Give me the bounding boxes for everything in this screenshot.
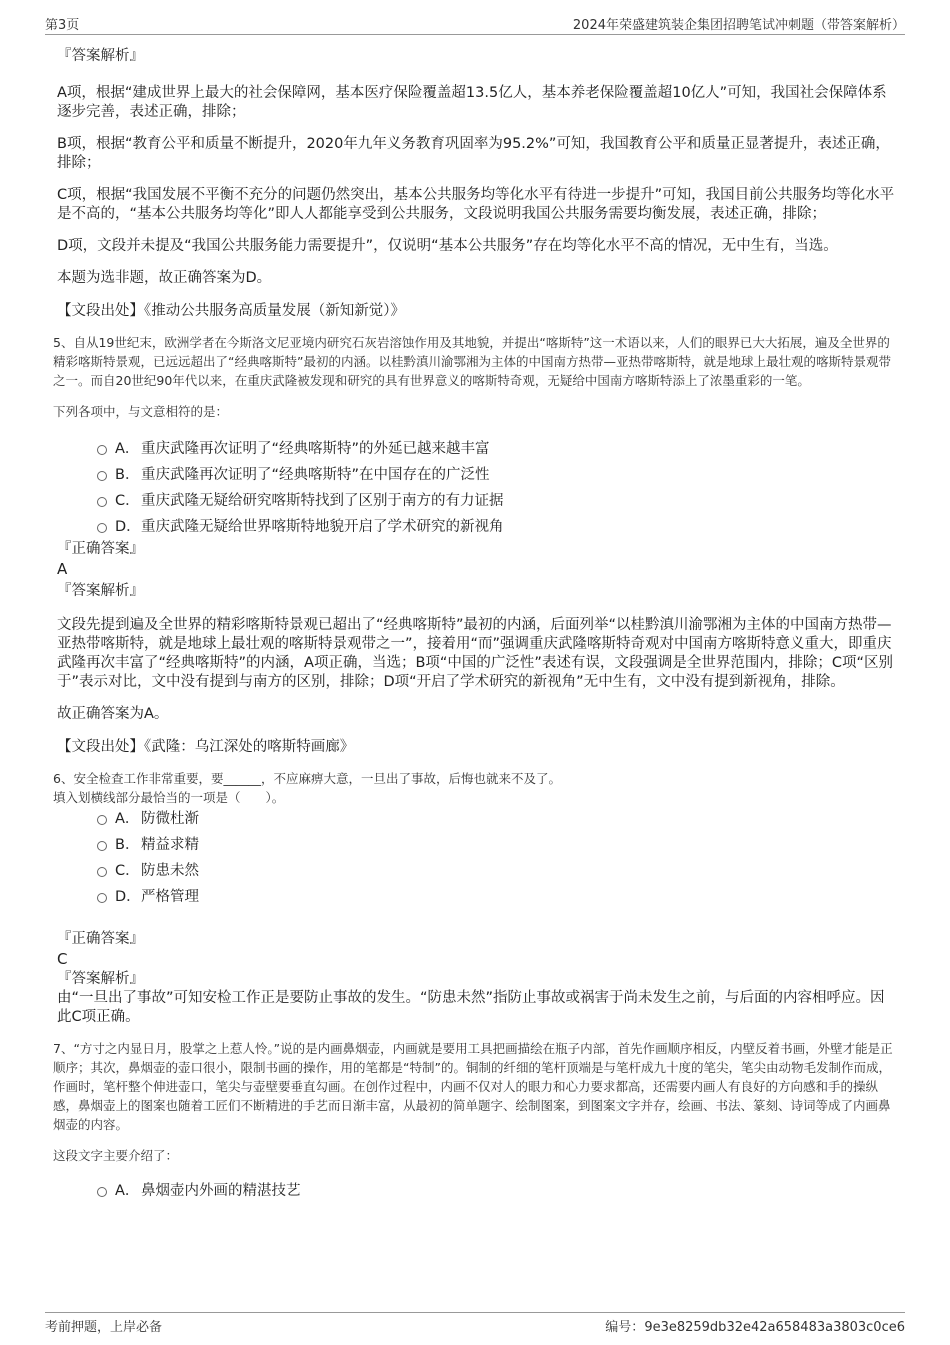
radio-icon[interactable] — [97, 497, 107, 507]
q6-prompt: 填入划横线部分最恰当的一项是（ ）。 — [53, 790, 285, 805]
q5-conclusion: 故正确答案为A。 — [57, 706, 169, 722]
q5-source: 【文段出处】《武隆：乌江深处的喀斯特画廊》 — [57, 739, 355, 755]
q5-analysis: 文段先提到遍及全世界的精彩喀斯特景观已超出了“经典喀斯特”最初的内涵，后面列举“以桂黔滇川渝鄂湘为主体的中国南方热带—亚热带喀斯特，就是地球上最壮观的喀斯特景观带之一”，接着用“而”强调重庆武隆喀斯特奇观对中国南方喀斯特意义重大，即重庆武隆再次丰富了“经典喀斯特”的内涵，A项正确，当选；B项“中国的广泛性”表述有误，文段强调是全世界范围内，排除；C项“区别于”表示对比，文中没有提到与南方的区别，排除；D项“开启了学术研究的新视角”无中生有，文中没有提到新视角，排除。 — [57, 617, 894, 690]
radio-icon[interactable] — [97, 1187, 107, 1197]
option-letter: B． — [115, 837, 140, 853]
q6-answer-label: 『正确答案』 — [57, 931, 144, 947]
q5-option-c[interactable] — [57, 491, 895, 517]
q7-options — [57, 1181, 895, 1207]
q5-options — [57, 439, 895, 543]
option-letter: C． — [115, 493, 140, 509]
option-letter: D． — [115, 519, 141, 535]
option-letter: C． — [115, 863, 140, 879]
q7-stem: 7、“方寸之内显日月，股掌之上惹人怜。”说的是内画鼻烟壶，内画就是要用工具把画描绘在瓶子内部，首先作画顺序相反，内壁反着书画，外壁才能是正顺序；其次，鼻烟壶的壶口很小，限制书画的操作，用的笔都是“特制”的。铜制的纤细的笔杆顶端是与笔杆成九十度的笔尖，笔尖由动物毛发制作而成，作画时，笔杆整个伸进壶口，笔尖与壶壁要垂直勾画。在创作过程中，内画不仅对人的眼力和心力要求都高，还需要内画人有良好的方向感和手的操纵感，鼻烟壶上的图案也随着工匠们不断精进的手艺而日渐丰富，从最初的简单题字、绘制图案，到图案文字并存，绘画、书法、篆刻、诗词等成了内画鼻烟壶的内容。 — [53, 1041, 893, 1132]
option-text: 鼻烟壶内外画的精湛技艺 — [141, 1183, 301, 1199]
option-text: 精益求精 — [141, 837, 199, 853]
radio-icon[interactable] — [97, 815, 107, 825]
option-text: 防患未然 — [141, 863, 199, 879]
footer-slogan: 考前押题，上岸必备 — [45, 1320, 163, 1335]
q5-prompt: 下列各项中，与文意相符的是： — [53, 404, 229, 419]
q4-source: 【文段出处】《推动公共服务高质量发展（新知新觉）》 — [57, 303, 405, 319]
option-text: 防微杜渐 — [141, 811, 199, 827]
option-letter: D． — [115, 889, 141, 905]
q6-analysis: 由“一旦出了事故”可知安检工作正是要防止事故的发生。“防患未然”指防止事故或祸害于尚未发生之前，与后面的内容相呼应。因此C项正确。 — [57, 990, 885, 1025]
document-title: 2024年荣盛建筑装企集团招聘笔试冲刺题（带答案解析） — [572, 18, 905, 33]
code-value: 9e3e8259db32e42a658483a3803c0ce6 — [644, 1320, 905, 1335]
radio-icon[interactable] — [97, 841, 107, 851]
q5-answer: A — [57, 560, 68, 578]
option-text: 重庆武隆再次证明了“经典喀斯特”的外延已越来越丰富 — [141, 441, 490, 457]
option-text: 重庆武隆无疑给世界喀斯特地貌开启了学术研究的新视角 — [141, 519, 504, 535]
option-letter: B． — [115, 467, 140, 483]
option-letter: A． — [115, 811, 140, 827]
q4-analysis-b: B项，根据“教育公平和质量不断提升，2020年九年义务教育巩固率为95.2%”可知，我国教育公平和质量正显著提升，表述正确，排除； — [57, 136, 890, 171]
option-text: 重庆武隆无疑给研究喀斯特找到了区别于南方的有力证据 — [141, 493, 504, 509]
radio-icon[interactable] — [97, 523, 107, 533]
option-letter: A． — [115, 441, 140, 457]
q5-option-d[interactable] — [57, 517, 895, 543]
radio-icon[interactable] — [97, 893, 107, 903]
option-text: 严格管理 — [141, 889, 199, 905]
q6-stem: 6、安全检查工作非常重要，要______，不应麻痹大意，一旦出了事故，后悔也就来不及了。 — [53, 771, 561, 786]
page-number: 第3页 — [45, 18, 80, 33]
radio-icon[interactable] — [97, 471, 107, 481]
q4-conclusion: 本题为选非题，故正确答案为D。 — [57, 270, 272, 286]
option-letter: A． — [115, 1183, 140, 1199]
q4-analysis-d: D项，文段并未提及“我国公共服务能力需要提升”，仅说明“基本公共服务”存在均等化水平不高的情况，无中生有，当选。 — [57, 238, 838, 254]
q7-prompt: 这段文字主要介绍了： — [53, 1148, 179, 1163]
radio-icon[interactable] — [97, 445, 107, 455]
q6-analysis-label: 『答案解析』 — [57, 971, 144, 987]
q5-analysis-label: 『答案解析』 — [57, 583, 144, 599]
q4-analysis-label: 『答案解析』 — [57, 48, 144, 64]
q6-option-d[interactable] — [57, 887, 895, 913]
page-content — [53, 44, 895, 1207]
q6-option-a[interactable] — [57, 809, 895, 835]
q4-analysis-c: C项，根据“我国发展不平衡不充分的问题仍然突出，基本公共服务均等化水平有待进一步提升”可知，我国目前公共服务均等化水平是不高的，“基本公共服务均等化”即人人都能享受到公共服务，文段说明我国公共服务需要均衡发展，表述正确，排除； — [57, 187, 895, 222]
page-header — [45, 12, 905, 35]
radio-icon[interactable] — [97, 867, 107, 877]
q5-option-b[interactable] — [57, 465, 895, 491]
q6-answer: C — [57, 950, 68, 968]
option-text: 重庆武隆再次证明了“经典喀斯特”在中国存在的广泛性 — [141, 467, 490, 483]
document-code — [605, 1316, 905, 1335]
q5-option-a[interactable] — [57, 439, 895, 465]
q6-options — [57, 809, 895, 913]
q5-stem: 5、自从19世纪末，欧洲学者在今斯洛文尼亚境内研究石灰岩溶蚀作用及其地貌，并提出“喀斯特”这一术语以来，人们的眼界已大大拓展，遍及全世界的精彩喀斯特景观，已远远超出了“经典喀斯特”最初的内涵。以桂黔滇川渝鄂湘为主体的中国南方热带—亚热带喀斯特，就是地球上最壮观的喀斯特景观带之一。而自20世纪90年代以来，在重庆武隆被发现和研究的具有世界意义的喀斯特奇观，无疑给中国南方喀斯特添上了浓墨重彩的一笔。 — [53, 335, 891, 388]
q5-answer-label: 『正确答案』 — [57, 541, 144, 557]
q6-option-c[interactable] — [57, 861, 895, 887]
q6-option-b[interactable] — [57, 835, 895, 861]
q7-option-a[interactable] — [57, 1181, 895, 1207]
code-label: 编号： — [605, 1320, 645, 1335]
q4-analysis-a: A项，根据“建成世界上最大的社会保障网，基本医疗保险覆盖超13.5亿人，基本养老保险覆盖超10亿人”可知，我国社会保障体系逐步完善，表述正确，排除； — [57, 85, 887, 120]
page-footer — [45, 1312, 905, 1335]
